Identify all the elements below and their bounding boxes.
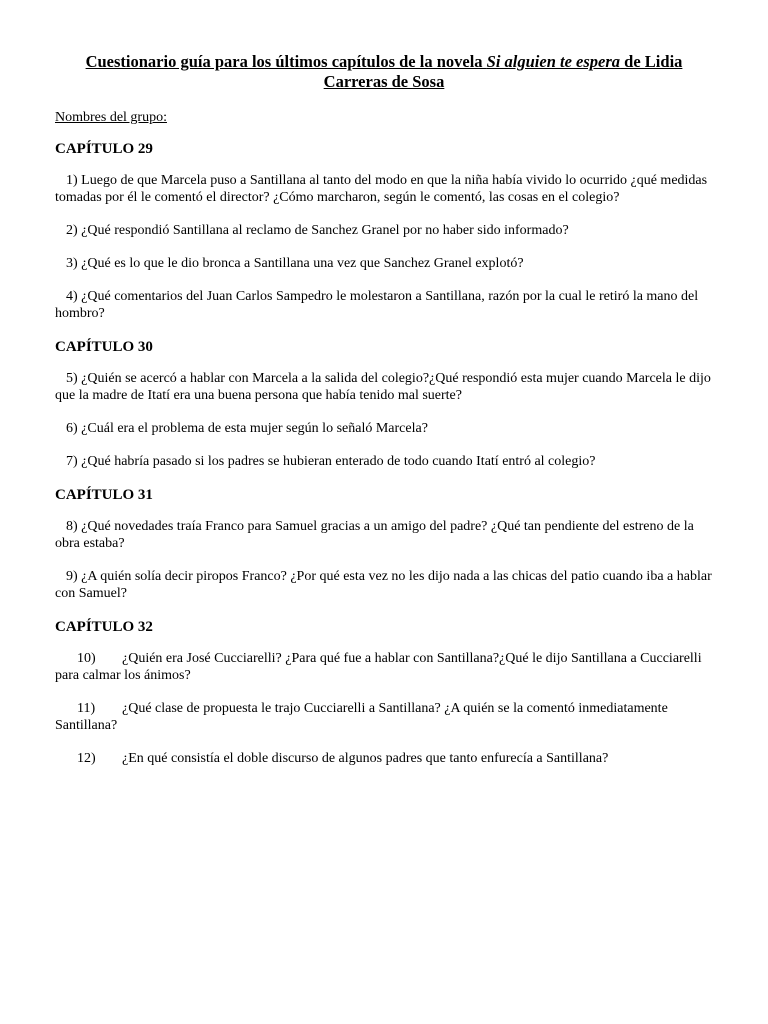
- question-number: 6): [66, 421, 78, 436]
- question-item: [55, 750, 713, 767]
- question-item: [55, 288, 713, 322]
- question-item: [55, 650, 713, 684]
- question-number: 12): [77, 751, 96, 766]
- document-title: [55, 52, 713, 92]
- chapter-heading: CAPÍTULO 30: [55, 339, 153, 355]
- question-item: [55, 255, 713, 272]
- title-text-end: de Lidia Carreras de Sosa: [323, 52, 683, 91]
- chapter-heading: CAPÍTULO 32: [55, 619, 153, 635]
- question-number: 1): [66, 173, 78, 188]
- book-title: Si alguien te espera: [486, 52, 621, 71]
- question-number: 8): [66, 519, 78, 534]
- question-number: 3): [66, 256, 78, 271]
- question-item: [55, 700, 713, 734]
- question-text: ¿A quién solía decir piropos Franco? ¿Por qué esta vez no les dijo nada a las chicas del patio cuando iba a hablar con Samuel?: [55, 569, 712, 601]
- title-text-start: Cuestionario guía para los últimos capítulos de la novela: [85, 52, 487, 71]
- question-text: ¿Quién se acercó a hablar con Marcela a la salida del colegio?¿Qué respondió esta mujer cuando Marcela le dijo que la madre de Itatí era una buena persona que había tenido mal suerte?: [55, 371, 711, 403]
- question-text: ¿Quién era José Cucciarelli? ¿Para qué fue a hablar con Santillana?¿Qué le dijo Santillana a Cucciarelli para calmar los ánimos?: [55, 651, 702, 683]
- question-number: 9): [66, 569, 78, 584]
- chapter-heading: CAPÍTULO 31: [55, 487, 153, 503]
- question-item: [55, 420, 713, 437]
- question-text: ¿Qué novedades traía Franco para Samuel gracias a un amigo del padre? ¿Qué tan pendiente del estreno de la obra estaba?: [55, 519, 694, 551]
- question-item: [55, 222, 713, 239]
- document-page: [55, 52, 713, 783]
- question-number: 10): [77, 651, 96, 666]
- question-text: Luego de que Marcela puso a Santillana al tanto del modo en que la niña había vivido lo ocurrido ¿qué medidas tomadas por él le comentó el director? ¿Cómo marcharon, según le comentó, las cosas en el colegio?: [55, 173, 708, 205]
- question-number: 5): [66, 371, 78, 386]
- chapter-heading: CAPÍTULO 29: [55, 141, 153, 157]
- question-item: [55, 453, 713, 470]
- question-item: [55, 568, 713, 602]
- question-number: 4): [66, 289, 78, 304]
- question-number: 11): [77, 701, 96, 716]
- group-names-line: [55, 109, 713, 126]
- question-text: ¿Qué comentarios del Juan Carlos Sampedro le molestaron a Santillana, razón por la cual le retiró la mano del hombro?: [55, 289, 699, 321]
- question-text: ¿Cuál era el problema de esta mujer según lo señaló Marcela?: [81, 421, 428, 436]
- question-number: 7): [66, 454, 78, 469]
- question-text: ¿Qué clase de propuesta le trajo Cucciarelli a Santillana? ¿A quién se la comentó inmediatamente Santillana?: [55, 701, 668, 733]
- group-names-label: Nombres del grupo:: [55, 110, 167, 125]
- question-number: 2): [66, 223, 78, 238]
- question-text: ¿Qué habría pasado si los padres se hubieran enterado de todo cuando Itatí entró al colegio?: [81, 454, 596, 469]
- question-text: ¿Qué es lo que le dio bronca a Santillana una vez que Sanchez Granel explotó?: [81, 256, 524, 271]
- question-item: [55, 370, 713, 404]
- question-item: [55, 518, 713, 552]
- question-text: ¿Qué respondió Santillana al reclamo de Sanchez Granel por no haber sido informado?: [81, 223, 569, 238]
- question-item: [55, 172, 713, 206]
- question-text: ¿En qué consistía el doble discurso de algunos padres que tanto enfurecía a Santillana?: [122, 751, 609, 766]
